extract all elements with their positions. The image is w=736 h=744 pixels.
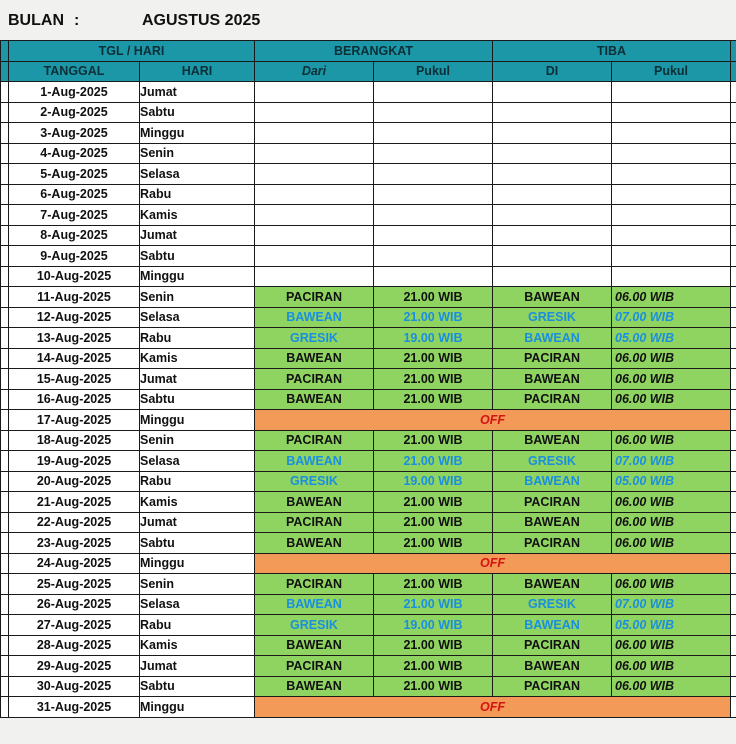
table-row [1, 225, 736, 246]
table-row [1, 553, 736, 574]
di-cell: BAWEAN [493, 471, 612, 492]
pukul-berangkat-cell: 19.00 WIB [374, 471, 493, 492]
dari-cell: BAWEAN [255, 676, 374, 697]
pukul-berangkat-cell: 21.00 WIB [374, 574, 493, 595]
edge-cell [731, 615, 736, 636]
pukul-berangkat-cell: 21.00 WIB [374, 307, 493, 328]
pukul-berangkat-cell [374, 82, 493, 103]
pukul-berangkat-cell [374, 205, 493, 226]
table-row [1, 389, 736, 410]
table-row [1, 143, 736, 164]
pukul-berangkat-cell: 21.00 WIB [374, 348, 493, 369]
month-label: BULAN [8, 12, 64, 29]
di-cell: PACIRAN [493, 533, 612, 554]
pukul-tiba-cell: 05.00 WIB [612, 328, 731, 349]
edge-cell [731, 205, 736, 226]
dari-cell: PACIRAN [255, 287, 374, 308]
off-cell: OFF [255, 697, 731, 718]
pukul-berangkat-cell [374, 143, 493, 164]
hari-cell: Kamis [140, 635, 255, 656]
hari-cell: Rabu [140, 615, 255, 636]
edge-cell [1, 266, 9, 287]
edge-cell [731, 471, 736, 492]
pukul-berangkat-cell [374, 266, 493, 287]
tanggal-cell: 17-Aug-2025 [9, 410, 140, 431]
pukul-tiba-cell: 06.00 WIB [612, 656, 731, 677]
table-row [1, 348, 736, 369]
edge-cell [1, 676, 9, 697]
hari-cell: Jumat [140, 656, 255, 677]
di-cell: PACIRAN [493, 635, 612, 656]
hari-cell: Senin [140, 430, 255, 451]
pukul-tiba-cell: 06.00 WIB [612, 574, 731, 595]
tanggal-cell: 5-Aug-2025 [9, 164, 140, 185]
edge-cell [1, 471, 9, 492]
tanggal-cell: 20-Aug-2025 [9, 471, 140, 492]
edge-cell [731, 164, 736, 185]
pukul-berangkat-cell: 21.00 WIB [374, 287, 493, 308]
edge-cell [731, 430, 736, 451]
di-cell [493, 266, 612, 287]
table-row [1, 676, 736, 697]
pukul-berangkat-cell: 21.00 WIB [374, 635, 493, 656]
edge-cell [731, 656, 736, 677]
di-cell [493, 225, 612, 246]
hari-cell: Selasa [140, 307, 255, 328]
pukul-berangkat-cell: 21.00 WIB [374, 512, 493, 533]
hari-cell: Sabtu [140, 533, 255, 554]
edge-cell [731, 287, 736, 308]
tanggal-cell: 28-Aug-2025 [9, 635, 140, 656]
hari-cell: Sabtu [140, 389, 255, 410]
tanggal-cell: 6-Aug-2025 [9, 184, 140, 205]
table-row [1, 328, 736, 349]
edge-cell [1, 512, 9, 533]
tanggal-cell: 14-Aug-2025 [9, 348, 140, 369]
schedule-table [0, 40, 736, 718]
edge-cell [1, 184, 9, 205]
edge-cell [1, 574, 9, 595]
di-cell: GRESIK [493, 307, 612, 328]
tanggal-cell: 24-Aug-2025 [9, 553, 140, 574]
hari-cell: Minggu [140, 410, 255, 431]
di-cell: BAWEAN [493, 430, 612, 451]
edge-cell [731, 82, 736, 103]
edge-cell [731, 328, 736, 349]
dari-cell: BAWEAN [255, 492, 374, 513]
pukul-tiba-cell: 06.00 WIB [612, 533, 731, 554]
table-row [1, 82, 736, 103]
pukul-tiba-cell [612, 123, 731, 144]
pukul-berangkat-cell: 19.00 WIB [374, 328, 493, 349]
hari-cell: Senin [140, 143, 255, 164]
dari-cell [255, 102, 374, 123]
pukul-berangkat-cell [374, 225, 493, 246]
tanggal-cell: 10-Aug-2025 [9, 266, 140, 287]
table-row [1, 287, 736, 308]
edge-cell [731, 266, 736, 287]
edge-cell [731, 533, 736, 554]
edge-cell [731, 225, 736, 246]
edge-cell [731, 410, 736, 431]
di-cell: BAWEAN [493, 328, 612, 349]
dari-cell [255, 205, 374, 226]
hari-cell: Jumat [140, 82, 255, 103]
edge-cell [731, 184, 736, 205]
table-row [1, 615, 736, 636]
pukul-tiba-cell [612, 246, 731, 267]
dari-cell: BAWEAN [255, 594, 374, 615]
pukul-berangkat-cell [374, 246, 493, 267]
pukul-tiba-cell: 06.00 WIB [612, 676, 731, 697]
edge-cell [731, 369, 736, 390]
edge-cell [731, 389, 736, 410]
tanggal-cell: 25-Aug-2025 [9, 574, 140, 595]
hari-cell: Sabtu [140, 676, 255, 697]
dari-cell [255, 82, 374, 103]
dari-cell: BAWEAN [255, 348, 374, 369]
pukul-tiba-cell: 06.00 WIB [612, 348, 731, 369]
edge-cell [731, 635, 736, 656]
hari-cell: Selasa [140, 594, 255, 615]
di-header: DI [493, 61, 612, 82]
edge-cell [731, 307, 736, 328]
edge-cell [1, 553, 9, 574]
edge-cell [1, 41, 9, 62]
dari-cell [255, 246, 374, 267]
edge-cell [1, 389, 9, 410]
dari-cell: PACIRAN [255, 512, 374, 533]
pukul-tiba-cell: 06.00 WIB [612, 369, 731, 390]
tiba-header: TIBA [493, 41, 731, 62]
pukul-berangkat-cell [374, 102, 493, 123]
schedule-body [1, 82, 736, 718]
table-row [1, 512, 736, 533]
dari-cell: BAWEAN [255, 533, 374, 554]
hari-cell: Kamis [140, 492, 255, 513]
pukul-tiba-header: Pukul [612, 61, 731, 82]
tanggal-cell: 26-Aug-2025 [9, 594, 140, 615]
edge-cell [731, 102, 736, 123]
table-row [1, 492, 736, 513]
tgl-hari-header: TGL / HARI [9, 41, 255, 62]
edge-cell [1, 61, 9, 82]
edge-cell [1, 697, 9, 718]
tanggal-cell: 13-Aug-2025 [9, 328, 140, 349]
dari-cell: PACIRAN [255, 656, 374, 677]
hari-cell: Rabu [140, 184, 255, 205]
pukul-tiba-cell [612, 102, 731, 123]
hari-cell: Kamis [140, 205, 255, 226]
table-row [1, 656, 736, 677]
tanggal-cell: 3-Aug-2025 [9, 123, 140, 144]
table-row [1, 410, 736, 431]
dari-cell: PACIRAN [255, 574, 374, 595]
dari-cell [255, 225, 374, 246]
hari-cell: Senin [140, 287, 255, 308]
edge-cell [731, 61, 736, 82]
edge-cell [1, 451, 9, 472]
table-row [1, 246, 736, 267]
pukul-berangkat-cell [374, 123, 493, 144]
di-cell: BAWEAN [493, 369, 612, 390]
di-cell: GRESIK [493, 451, 612, 472]
di-cell: PACIRAN [493, 676, 612, 697]
di-cell: BAWEAN [493, 656, 612, 677]
pukul-tiba-cell [612, 164, 731, 185]
edge-cell [1, 533, 9, 554]
edge-cell [731, 348, 736, 369]
tanggal-cell: 29-Aug-2025 [9, 656, 140, 677]
hari-cell: Minggu [140, 123, 255, 144]
di-cell: BAWEAN [493, 512, 612, 533]
pukul-tiba-cell [612, 266, 731, 287]
dari-cell: GRESIK [255, 615, 374, 636]
edge-cell [731, 553, 736, 574]
tanggal-cell: 9-Aug-2025 [9, 246, 140, 267]
hari-cell: Senin [140, 574, 255, 595]
tanggal-cell: 7-Aug-2025 [9, 205, 140, 226]
table-row [1, 307, 736, 328]
tanggal-cell: 19-Aug-2025 [9, 451, 140, 472]
di-cell: BAWEAN [493, 574, 612, 595]
edge-cell [1, 348, 9, 369]
di-cell: PACIRAN [493, 492, 612, 513]
di-cell [493, 143, 612, 164]
pukul-tiba-cell: 07.00 WIB [612, 594, 731, 615]
pukul-tiba-cell: 06.00 WIB [612, 512, 731, 533]
pukul-tiba-cell: 06.00 WIB [612, 389, 731, 410]
tanggal-cell: 1-Aug-2025 [9, 82, 140, 103]
hari-cell: Rabu [140, 471, 255, 492]
di-cell [493, 246, 612, 267]
table-row [1, 451, 736, 472]
hari-cell: Selasa [140, 451, 255, 472]
pukul-tiba-cell: 06.00 WIB [612, 492, 731, 513]
pukul-berangkat-cell [374, 164, 493, 185]
hari-cell: Kamis [140, 348, 255, 369]
group-header-row [1, 41, 736, 62]
month-value: AGUSTUS 2025 [142, 12, 261, 29]
pukul-berangkat-cell: 21.00 WIB [374, 492, 493, 513]
edge-cell [731, 697, 736, 718]
edge-cell [1, 102, 9, 123]
table-row [1, 574, 736, 595]
pukul-berangkat-cell: 21.00 WIB [374, 451, 493, 472]
dari-cell: GRESIK [255, 328, 374, 349]
di-cell: PACIRAN [493, 348, 612, 369]
edge-cell [1, 410, 9, 431]
dari-cell [255, 164, 374, 185]
hari-cell: Jumat [140, 225, 255, 246]
edge-cell [731, 143, 736, 164]
edge-cell [731, 41, 736, 62]
edge-cell [1, 143, 9, 164]
off-cell: OFF [255, 553, 731, 574]
table-row [1, 594, 736, 615]
dari-cell [255, 143, 374, 164]
pukul-tiba-cell [612, 184, 731, 205]
hari-cell: Minggu [140, 697, 255, 718]
edge-cell [1, 328, 9, 349]
month-colon: : [74, 12, 80, 29]
hari-cell: Minggu [140, 553, 255, 574]
edge-cell [1, 307, 9, 328]
tanggal-cell: 15-Aug-2025 [9, 369, 140, 390]
table-row [1, 533, 736, 554]
pukul-berangkat-cell [374, 184, 493, 205]
pukul-tiba-cell: 07.00 WIB [612, 451, 731, 472]
edge-cell [1, 430, 9, 451]
table-row [1, 471, 736, 492]
edge-cell [1, 164, 9, 185]
tanggal-cell: 30-Aug-2025 [9, 676, 140, 697]
pukul-tiba-cell: 05.00 WIB [612, 471, 731, 492]
di-cell: BAWEAN [493, 287, 612, 308]
pukul-berangkat-cell: 21.00 WIB [374, 656, 493, 677]
hari-cell: Minggu [140, 266, 255, 287]
di-cell [493, 123, 612, 144]
tanggal-cell: 22-Aug-2025 [9, 512, 140, 533]
edge-cell [731, 246, 736, 267]
dari-cell [255, 123, 374, 144]
table-row [1, 635, 736, 656]
sub-header-row [1, 61, 736, 82]
di-cell [493, 164, 612, 185]
pukul-berangkat-cell: 21.00 WIB [374, 389, 493, 410]
pukul-berangkat-header: Pukul [374, 61, 493, 82]
hari-cell: Jumat [140, 512, 255, 533]
di-cell [493, 184, 612, 205]
table-row [1, 102, 736, 123]
dari-cell: BAWEAN [255, 635, 374, 656]
off-cell: OFF [255, 410, 731, 431]
tanggal-cell: 4-Aug-2025 [9, 143, 140, 164]
edge-cell [1, 656, 9, 677]
edge-cell [1, 82, 9, 103]
edge-cell [731, 123, 736, 144]
tanggal-cell: 16-Aug-2025 [9, 389, 140, 410]
edge-cell [731, 594, 736, 615]
pukul-berangkat-cell: 21.00 WIB [374, 369, 493, 390]
dari-cell: BAWEAN [255, 389, 374, 410]
tanggal-cell: 23-Aug-2025 [9, 533, 140, 554]
edge-cell [1, 287, 9, 308]
table-row [1, 123, 736, 144]
edge-cell [1, 369, 9, 390]
table-row [1, 184, 736, 205]
tanggal-cell: 11-Aug-2025 [9, 287, 140, 308]
tanggal-cell: 21-Aug-2025 [9, 492, 140, 513]
hari-cell: Sabtu [140, 102, 255, 123]
berangkat-header: BERANGKAT [255, 41, 493, 62]
pukul-berangkat-cell: 19.00 WIB [374, 615, 493, 636]
di-cell [493, 102, 612, 123]
edge-cell [1, 225, 9, 246]
table-row [1, 205, 736, 226]
edge-cell [1, 123, 9, 144]
dari-header: Dari [255, 61, 374, 82]
dari-cell [255, 184, 374, 205]
pukul-tiba-cell: 05.00 WIB [612, 615, 731, 636]
pukul-tiba-cell [612, 205, 731, 226]
di-cell [493, 205, 612, 226]
edge-cell [731, 676, 736, 697]
table-row [1, 266, 736, 287]
pukul-tiba-cell: 07.00 WIB [612, 307, 731, 328]
dari-cell: BAWEAN [255, 451, 374, 472]
dari-cell: GRESIK [255, 471, 374, 492]
edge-cell [1, 594, 9, 615]
tanggal-cell: 18-Aug-2025 [9, 430, 140, 451]
edge-cell [1, 492, 9, 513]
pukul-tiba-cell: 06.00 WIB [612, 287, 731, 308]
di-cell: PACIRAN [493, 389, 612, 410]
pukul-tiba-cell [612, 143, 731, 164]
tanggal-cell: 8-Aug-2025 [9, 225, 140, 246]
hari-cell: Selasa [140, 164, 255, 185]
edge-cell [1, 635, 9, 656]
pukul-tiba-cell [612, 82, 731, 103]
edge-cell [731, 492, 736, 513]
tanggal-cell: 27-Aug-2025 [9, 615, 140, 636]
table-row [1, 164, 736, 185]
edge-cell [1, 246, 9, 267]
edge-cell [731, 451, 736, 472]
di-cell [493, 82, 612, 103]
tanggal-cell: 12-Aug-2025 [9, 307, 140, 328]
edge-cell [1, 205, 9, 226]
table-row [1, 697, 736, 718]
table-row [1, 430, 736, 451]
hari-cell: Jumat [140, 369, 255, 390]
tanggal-cell: 31-Aug-2025 [9, 697, 140, 718]
pukul-tiba-cell: 06.00 WIB [612, 430, 731, 451]
dari-cell: PACIRAN [255, 369, 374, 390]
edge-cell [731, 574, 736, 595]
pukul-tiba-cell [612, 225, 731, 246]
pukul-tiba-cell: 06.00 WIB [612, 635, 731, 656]
edge-cell [1, 615, 9, 636]
table-row [1, 369, 736, 390]
dari-cell: PACIRAN [255, 430, 374, 451]
di-cell: BAWEAN [493, 615, 612, 636]
hari-cell: Rabu [140, 328, 255, 349]
pukul-berangkat-cell: 21.00 WIB [374, 594, 493, 615]
pukul-berangkat-cell: 21.00 WIB [374, 533, 493, 554]
di-cell: GRESIK [493, 594, 612, 615]
tanggal-cell: 2-Aug-2025 [9, 102, 140, 123]
pukul-berangkat-cell: 21.00 WIB [374, 430, 493, 451]
hari-cell: Sabtu [140, 246, 255, 267]
dari-cell: BAWEAN [255, 307, 374, 328]
edge-cell [731, 512, 736, 533]
dari-cell [255, 266, 374, 287]
hari-header: HARI [140, 61, 255, 82]
tanggal-header: TANGGAL [9, 61, 140, 82]
pukul-berangkat-cell: 21.00 WIB [374, 676, 493, 697]
